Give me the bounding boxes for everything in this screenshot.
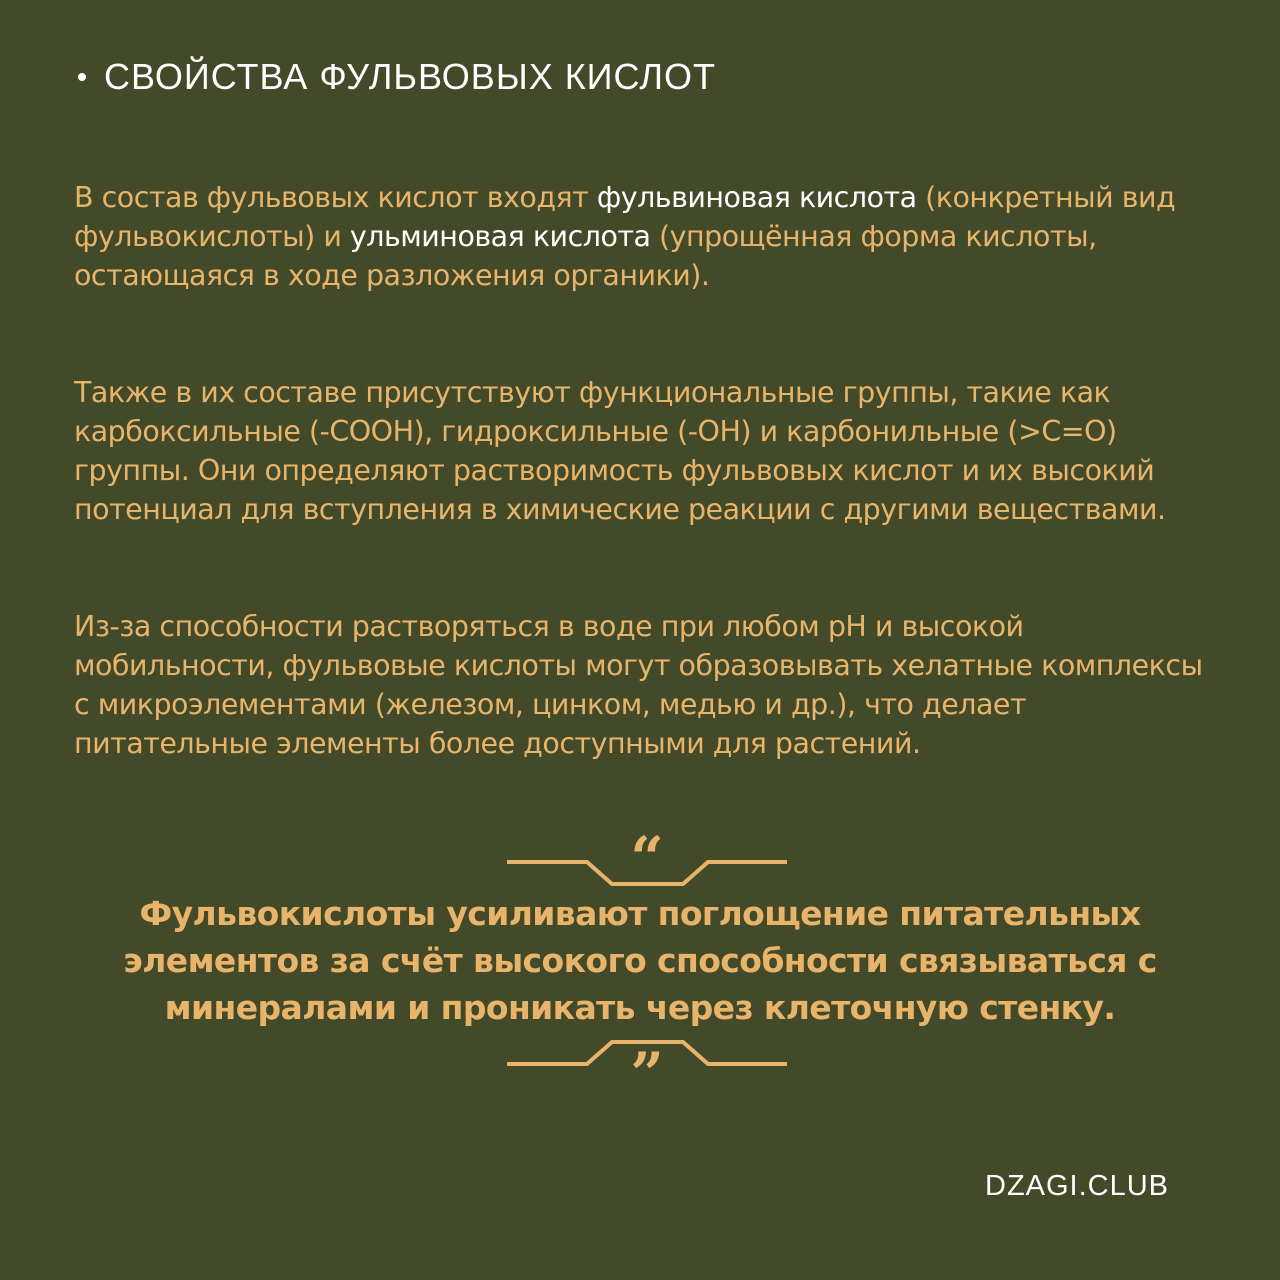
highlight-ulmic-acid: ульминовая кислота	[349, 220, 651, 253]
open-quote-icon: “	[630, 832, 664, 892]
section-header	[72, 56, 716, 98]
close-quote-icon: ”	[630, 1040, 664, 1090]
pull-quote: Фульвокислоты усиливают поглощение питательных элементов за счёт высокого способности связываться с минералами и проникать через клеточную стенку.	[123, 894, 1157, 1027]
paragraph-composition-part1: В состав фульвовых кислот входят	[74, 181, 597, 214]
quote-bottom-ornament	[505, 1030, 790, 1090]
quote-top-ornament	[505, 832, 790, 892]
section-title: СВОЙСТВА ФУЛЬВОВЫХ КИСЛОТ	[104, 56, 716, 97]
highlight-fulvic-acid: фульвиновая кислота	[596, 181, 917, 214]
paragraph-functional-groups: Также в их составе присутствуют функциональные группы, такие как карбоксильные (-COOH), гидроксильные (-OH) и карбонильные (>C=O) группы. Они определяют растворимость фульвовых кислот и их высокий потенциал для вступления в химические реакции с другими веществами.	[74, 376, 1166, 526]
paragraph-chelation: Из-за способности растворяться в воде при любом pH и высокой мобильности, фульвовые кислоты могут образовывать хелатные комплексы с микроэлементами (железом, цинком, медью и др.), что делает питательные элементы более доступными для растений.	[74, 610, 1203, 760]
paragraph-composition-part3: (упрощённая форма кислоты, остающаяся в ходе разложения органики).	[74, 220, 1097, 292]
paragraph-composition	[74, 178, 1224, 295]
bullet-icon	[78, 73, 86, 81]
site-url: DZAGI.CLUB	[985, 1170, 1170, 1202]
paragraph-composition-part2: (конкретный вид фульвокислоты) и	[74, 181, 1176, 253]
